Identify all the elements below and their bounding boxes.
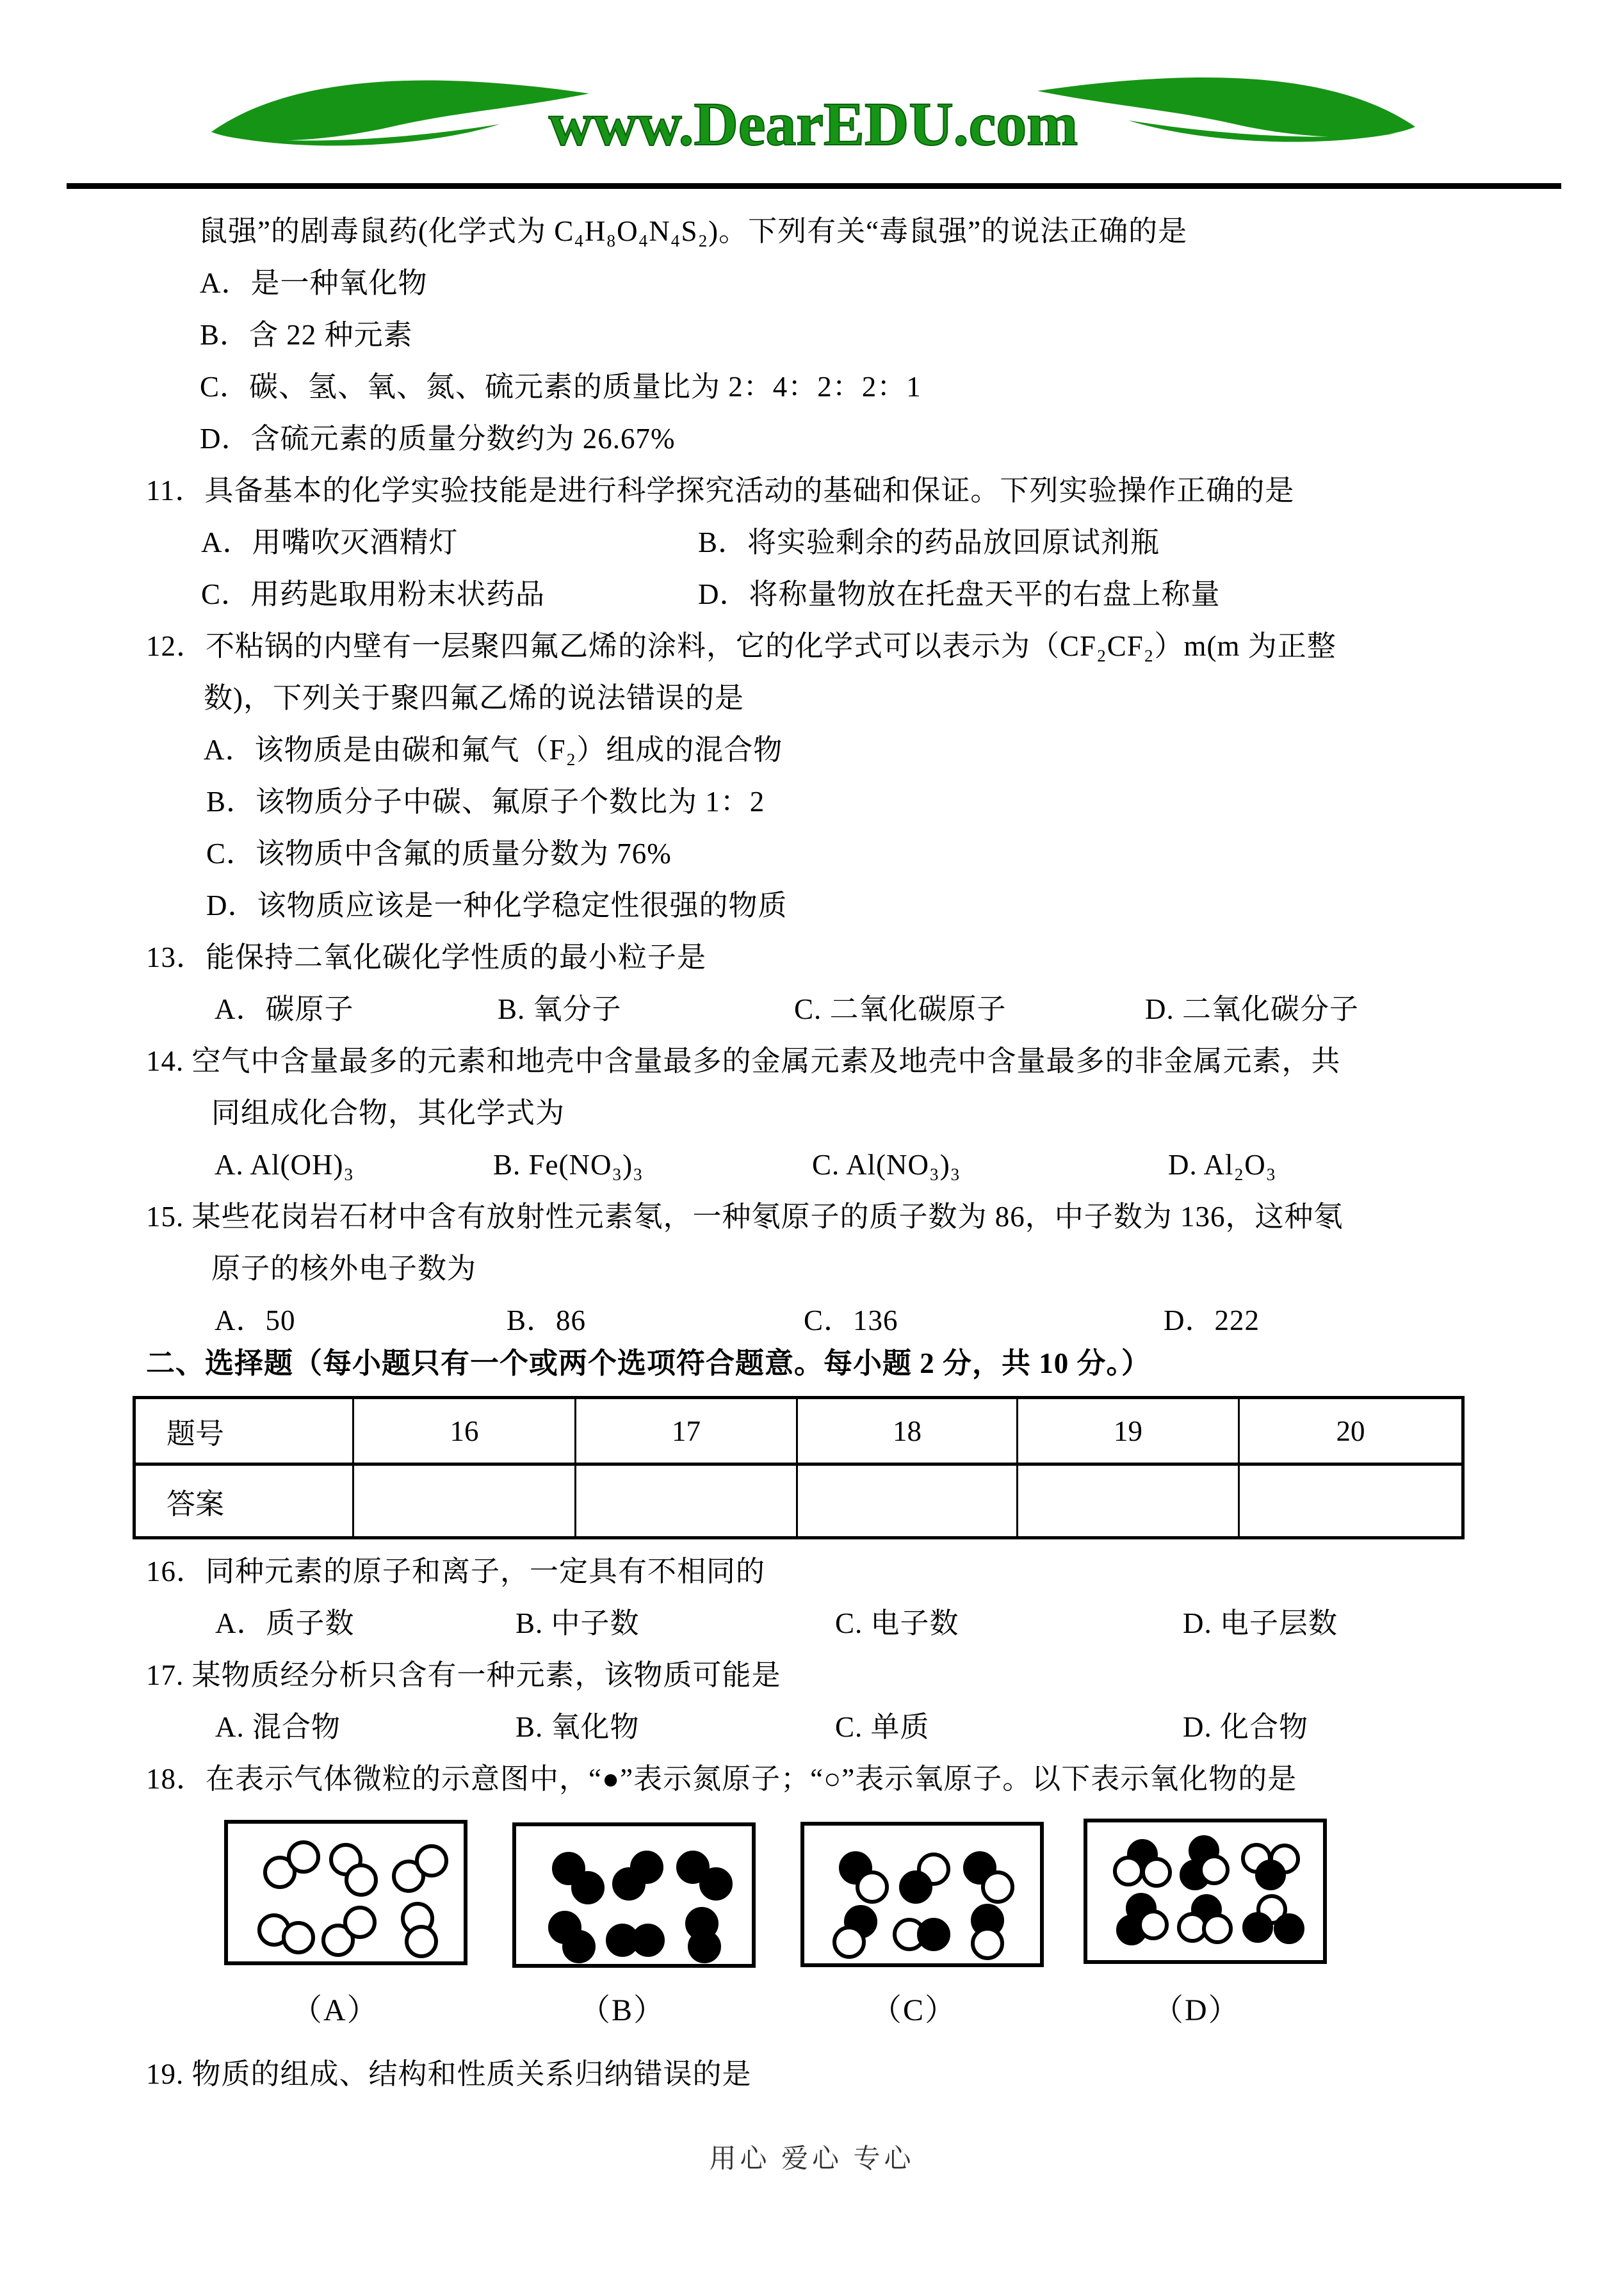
q15-option-c: C．136 [804,1304,898,1336]
q16-option-a: A．质子数 [215,1607,355,1639]
molecule-box-c [800,1822,1044,1967]
q18-stem: 18．在表示气体微粒的示意图中，“●”表示氮原子；“○”表示氧原子。以下表示氧化物的是 [146,1763,1297,1795]
box-label-a: （A） [291,1993,379,2027]
q12-option-d: D．该物质应该是一种化学稳定性很强的物质 [206,889,788,921]
q11-stem: 11．具备基本的化学实验技能是进行科学探究活动的基础和保证。下列实验操作正确的是 [146,474,1295,507]
q11-option-b: B．将实验剩余的药品放回原试剂瓶 [698,526,1160,558]
nitrogen-atom-icon [630,1851,663,1884]
q14-option-c: C. Al(NO₃)₃ [812,1149,961,1181]
table-header-label: 题号 [134,1398,353,1464]
nitrogen-atom-icon [1274,1913,1304,1944]
q11-option-a: A．用嘴吹灭酒精灯 [201,526,459,558]
table-answer-row [134,1464,1463,1538]
answer-cell-18 [797,1464,1018,1538]
table-answer-label: 答案 [134,1464,353,1538]
q15-option-b: B．86 [507,1304,587,1336]
nitrogen-atom-icon [699,1867,733,1901]
nitrogen-atom-icon [917,1918,950,1951]
answer-cell-19 [1018,1464,1239,1538]
table-qnum-19: 19 [1018,1398,1239,1464]
q12-option-c: C．该物质中含氟的质量分数为 76% [206,838,672,870]
q14-option-a: A. Al(OH)₃ [215,1149,355,1181]
q11-option-d: D．将称量物放在托盘天平的右盘上称量 [698,578,1221,610]
q17-option-c: C. 单质 [835,1711,930,1743]
box-label-c: （C） [871,1993,957,2027]
q13-option-c: C. 二氧化碳原子 [794,993,1007,1025]
left-swoosh-icon [211,81,589,146]
molecule-box-d [1084,1819,1327,1964]
oxygen-atom-icon [1138,1910,1169,1940]
q12-stem-line1: 12．不粘锅的内壁有一层聚四氟乙烯的涂料，它的化学式可以表示为（CF₂CF₂）m(m 为正整 [146,630,1336,662]
q17-option-d: D. 化合物 [1183,1711,1308,1743]
oxygen-atom-icon [415,1844,448,1877]
q15-stem-line2: 原子的核外电子数为 [211,1253,477,1285]
q10-option-c: C．碳、氢、氧、氮、硫元素的质量比为 2：4：2：2：1 [200,371,922,403]
oxygen-atom-icon [971,1927,1004,1960]
answer-cell-16 [353,1464,576,1538]
oxygen-atom-icon [343,1906,377,1939]
logo-text: www.DearEDU.com [548,90,1078,158]
q12-stem-line2: 数)，下列关于聚四氟乙烯的说法错误的是 [204,682,744,714]
deared-logo [192,63,1434,175]
box-label-d: （D） [1153,1993,1240,2027]
q14-option-d: D. Al₂O₃ [1168,1149,1277,1181]
q17-option-b: B. 氧化物 [516,1711,640,1743]
answer-cell-20 [1239,1464,1463,1538]
nitrogen-atom-icon [688,1930,721,1963]
oxygen-atom-icon [405,1925,438,1958]
q11-option-c: C．用药匙取用粉末状药品 [201,578,546,610]
q10-stem: 鼠强”的剧毒鼠药(化学式为 C₄H₈O₄N₄S₂)。下列有关“毒鼠强”的说法正确的是 [199,215,1188,247]
q14-stem-line1: 14. 空气中含量最多的元素和地壳中含量最多的金属元素及地壳中含量最多的非金属元素，共 [146,1045,1341,1077]
q14-stem-line2: 同组成化合物，其化学式为 [211,1097,565,1129]
box-label-b: （B） [580,1993,666,2027]
oxygen-atom-icon [345,1863,378,1897]
q12-option-a: A．该物质是由碳和氟气（F₂）组成的混合物 [204,734,783,766]
oxygen-atom-icon [856,1870,889,1904]
q19-stem: 19. 物质的组成、结构和性质关系归纳错误的是 [146,2058,752,2090]
molecule-box-a [224,1820,467,1965]
table-header-row [134,1398,1463,1464]
oxygen-atom-icon [1113,1856,1144,1886]
q17-stem: 17. 某物质经分析只含有一种元素，该物质可能是 [146,1659,781,1691]
header-logo [192,63,1434,175]
q14-option-b: B. Fe(NO₃)₃ [493,1149,644,1181]
section2-heading: 二、选择题（每小题只有一个或两个选项符合题意。每小题 2 分，共 10 分。） [146,1347,1151,1379]
page-footer: 用心 爱心 专心 [709,2145,915,2174]
table-qnum-16: 16 [353,1398,576,1464]
q12-option-b: B．该物质分子中碳、氟原子个数比为 1：2 [206,786,765,818]
nitrogen-atom-icon [1242,1912,1273,1943]
q10-option-b: B．含 22 种元素 [200,319,413,351]
nitrogen-atom-icon [562,1930,596,1963]
table-qnum-18: 18 [797,1398,1018,1464]
q15-option-a: A．50 [215,1304,296,1336]
nitrogen-atom-icon [1255,1860,1286,1890]
oxygen-atom-icon [1141,1857,1172,1888]
oxygen-atom-icon [1202,1913,1233,1944]
molecule-box-b [512,1822,756,1968]
table-qnum-20: 20 [1239,1398,1463,1464]
header-rule [67,183,1561,189]
nitrogen-atom-icon [631,1924,665,1957]
q16-stem: 16．同种元素的原子和离子，一定具有不相同的 [146,1555,766,1587]
q13-option-d: D. 二氧化碳分子 [1145,993,1359,1025]
q16-option-c: C. 电子数 [835,1607,959,1639]
oxygen-atom-icon [832,1926,866,1959]
table-qnum-17: 17 [576,1398,797,1464]
right-swoosh-icon [1037,77,1415,142]
q16-option-b: B. 中子数 [516,1607,640,1639]
oxygen-atom-icon [287,1840,320,1874]
q15-stem-line1: 15. 某些花岗岩石材中含有放射性元素氡，一种氡原子的质子数为 86，中子数为 136，这种氡 [146,1201,1344,1233]
q17-option-a: A. 混合物 [215,1711,341,1743]
q10-option-d: D．含硫元素的质量分数约为 26.67% [200,423,676,455]
nitrogen-atom-icon [899,1870,932,1904]
oxygen-atom-icon [981,1870,1014,1904]
oxygen-atom-icon [1199,1854,1230,1885]
nitrogen-atom-icon [571,1871,605,1904]
q10-option-a: A．是一种氧化物 [200,267,428,299]
q15-option-d: D．222 [1164,1304,1260,1336]
answer-cell-17 [576,1464,797,1538]
oxygen-atom-icon [282,1921,315,1954]
answer-table [133,1396,1465,1539]
q16-option-d: D. 电子层数 [1183,1607,1338,1639]
q13-option-a: A．碳原子 [215,993,354,1025]
q13-stem: 13．能保持二氧化碳化学性质的最小粒子是 [146,941,707,973]
q13-option-b: B. 氧分子 [498,993,622,1025]
